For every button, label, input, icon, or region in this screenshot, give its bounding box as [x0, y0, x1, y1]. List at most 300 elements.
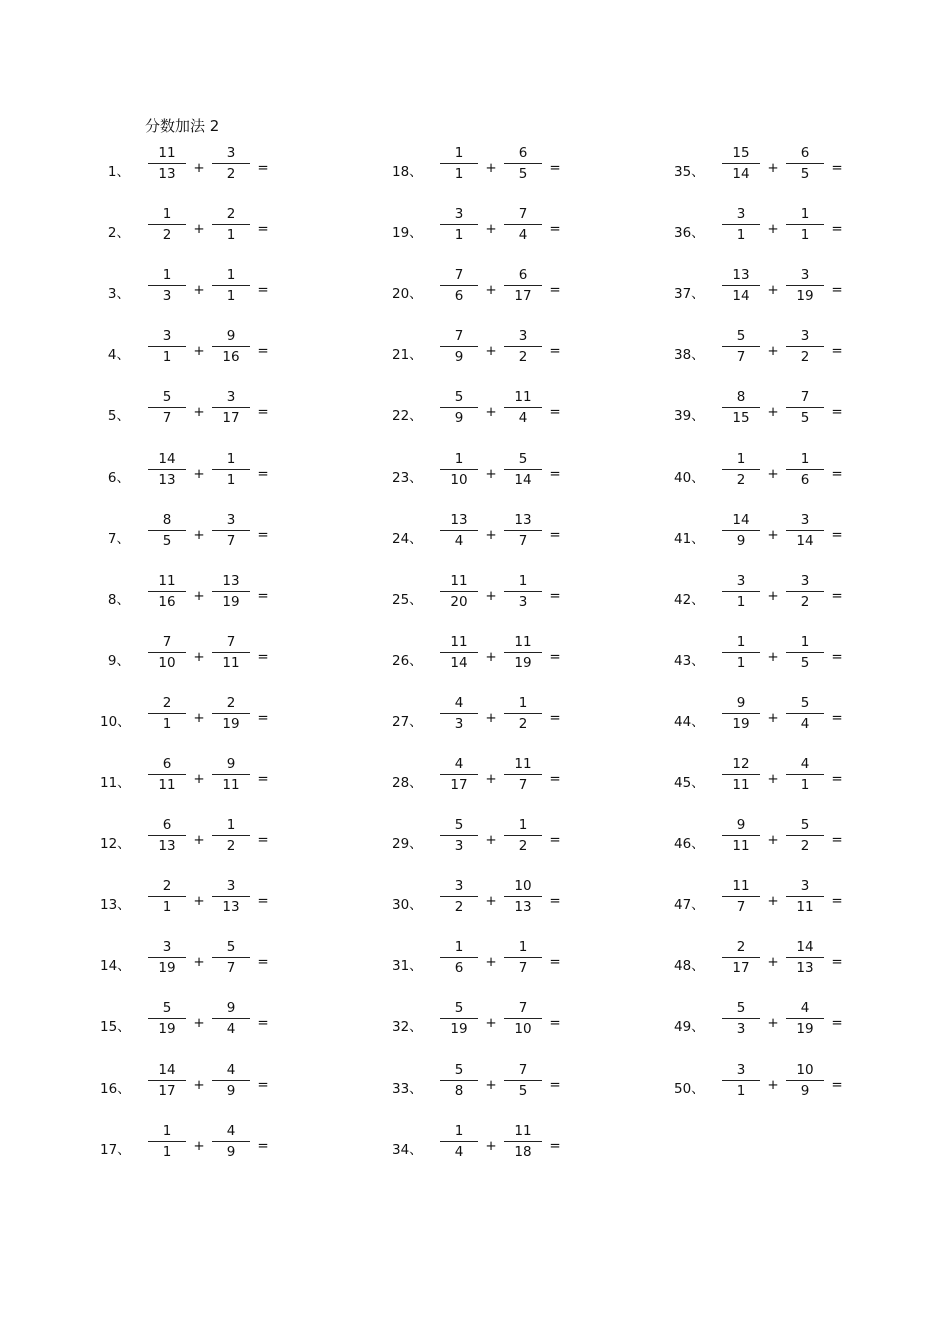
denominator: 5 [518, 166, 528, 182]
first-fraction [440, 267, 478, 305]
second-fraction [504, 389, 542, 427]
numerator: 13 [732, 267, 750, 284]
equals-sign: = [257, 771, 269, 787]
fraction-bar [148, 652, 186, 653]
equals-sign: = [549, 587, 561, 604]
numerator: 7 [518, 206, 528, 223]
equals-sign: = [549, 893, 561, 910]
problem-number: 36、 [674, 225, 705, 242]
second-fraction [504, 1062, 542, 1100]
denominator: 3 [518, 593, 528, 610]
numerator: 9 [226, 756, 236, 772]
fraction-bar [722, 530, 760, 531]
numerator: 4 [226, 1061, 236, 1078]
first-fraction [148, 206, 186, 244]
denominator: 7 [518, 960, 528, 977]
problem-number: 27、 [392, 713, 423, 730]
second-fraction [212, 389, 250, 427]
equals-sign: = [549, 526, 561, 543]
second-fraction [504, 634, 542, 672]
fraction-bar [722, 163, 760, 164]
second-fraction [786, 939, 824, 977]
problem-number: 42、 [674, 591, 705, 608]
fraction-bar [440, 163, 478, 164]
plus-sign: + [193, 526, 205, 543]
denominator: 1 [162, 899, 172, 916]
fraction-bar [722, 469, 760, 470]
fraction-bar [722, 835, 760, 836]
denominator: 1 [162, 1143, 172, 1160]
plus-sign: + [193, 1076, 205, 1093]
denominator: 2 [518, 715, 528, 732]
equals-sign: = [831, 404, 843, 421]
numerator: 2 [162, 694, 172, 711]
numerator: 11 [450, 572, 468, 589]
numerator: 9 [226, 328, 236, 345]
first-fraction [722, 634, 760, 672]
first-fraction [148, 328, 186, 366]
problem-number: 28、 [392, 775, 423, 791]
problem-item [392, 756, 642, 806]
problem-number: 15、 [100, 1019, 131, 1036]
second-fraction [212, 451, 250, 489]
denominator: 7 [518, 532, 528, 549]
second-fraction [212, 328, 250, 366]
fraction-bar [722, 652, 760, 653]
plus-sign: + [193, 587, 205, 604]
problem-item [674, 451, 924, 501]
denominator: 19 [222, 593, 240, 610]
denominator: 2 [518, 349, 528, 366]
equals-sign: = [831, 954, 843, 971]
first-fraction [440, 389, 478, 427]
fraction-bar [440, 1018, 478, 1019]
denominator: 9 [454, 349, 464, 366]
fraction-bar [148, 530, 186, 531]
fraction-bar [440, 530, 478, 531]
equals-sign: = [831, 832, 843, 849]
numerator: 6 [162, 756, 172, 772]
numerator: 4 [454, 756, 464, 772]
fraction-bar [212, 957, 250, 958]
fraction-bar [722, 1080, 760, 1081]
problem-item [674, 756, 924, 806]
second-fraction [212, 695, 250, 733]
second-fraction [212, 512, 250, 550]
denominator: 10 [450, 471, 468, 488]
denominator: 1 [226, 288, 236, 305]
problem-item [100, 206, 350, 256]
problem-number: 12、 [100, 836, 131, 853]
plus-sign: + [767, 1076, 779, 1093]
fraction-bar [786, 1080, 824, 1081]
fraction-bar [504, 530, 542, 531]
problem-item [674, 1000, 924, 1050]
plus-sign: + [485, 954, 497, 971]
worksheet-title: 分数加法 2 [145, 117, 220, 135]
second-fraction [786, 1000, 824, 1038]
plus-sign: + [767, 404, 779, 421]
fraction-bar [786, 224, 824, 225]
plus-sign: + [767, 587, 779, 604]
problem-item [674, 267, 924, 317]
denominator: 4 [454, 532, 464, 549]
denominator: 9 [226, 1143, 236, 1160]
equals-sign: = [831, 587, 843, 604]
fraction-bar [212, 1018, 250, 1019]
denominator: 19 [514, 654, 532, 671]
fraction-bar [786, 774, 824, 775]
problem-number: 30、 [392, 897, 423, 914]
plus-sign: + [193, 1015, 205, 1032]
denominator: 1 [226, 471, 236, 488]
problem-item [100, 573, 350, 623]
fraction-bar [504, 591, 542, 592]
first-fraction [148, 695, 186, 733]
equals-sign: = [257, 160, 269, 176]
plus-sign: + [193, 954, 205, 971]
plus-sign: + [485, 893, 497, 910]
denominator: 8 [454, 1082, 464, 1099]
plus-sign: + [485, 1076, 497, 1093]
numerator: 4 [226, 1122, 236, 1139]
denominator: 14 [450, 654, 468, 671]
numerator: 7 [454, 267, 464, 284]
second-fraction [212, 634, 250, 672]
first-fraction [148, 389, 186, 427]
fraction-bar [504, 957, 542, 958]
denominator: 4 [518, 227, 528, 244]
problem-item [100, 939, 350, 989]
second-fraction [786, 145, 824, 183]
denominator: 6 [454, 960, 464, 977]
second-fraction [212, 878, 250, 916]
problem-item [392, 573, 642, 623]
problem-number: 1、 [107, 164, 130, 180]
denominator: 1 [736, 227, 746, 244]
numerator: 1 [162, 267, 172, 284]
first-fraction [440, 756, 478, 794]
plus-sign: + [485, 771, 497, 787]
equals-sign: = [549, 771, 561, 787]
first-fraction [440, 328, 478, 366]
problem-item [674, 206, 924, 256]
plus-sign: + [485, 832, 497, 849]
first-fraction [148, 939, 186, 977]
problem-number: 3、 [107, 286, 130, 303]
numerator: 1 [226, 267, 236, 284]
equals-sign: = [549, 404, 561, 421]
denominator: 19 [732, 715, 750, 732]
problem-item [392, 145, 642, 195]
numerator: 5 [736, 1000, 746, 1017]
numerator: 11 [732, 878, 750, 895]
plus-sign: + [193, 221, 205, 238]
fraction-bar [722, 957, 760, 958]
first-fraction [440, 634, 478, 672]
equals-sign: = [831, 465, 843, 482]
second-fraction [504, 756, 542, 794]
plus-sign: + [485, 221, 497, 238]
second-fraction [504, 878, 542, 916]
problem-item [674, 695, 924, 745]
numerator: 1 [518, 939, 528, 956]
fraction-bar [440, 896, 478, 897]
plus-sign: + [767, 771, 779, 787]
fraction-bar [148, 957, 186, 958]
fraction-bar [440, 957, 478, 958]
second-fraction [504, 451, 542, 489]
plus-sign: + [193, 1137, 205, 1154]
second-fraction [212, 756, 250, 794]
numerator: 1 [162, 206, 172, 223]
plus-sign: + [485, 648, 497, 665]
fraction-bar [148, 1141, 186, 1142]
problem-item [100, 1062, 350, 1112]
equals-sign: = [549, 160, 561, 176]
denominator: 14 [796, 532, 814, 549]
problem-item [100, 1123, 350, 1173]
first-fraction [148, 267, 186, 305]
problem-number: 14、 [100, 958, 131, 975]
numerator: 3 [518, 328, 528, 345]
plus-sign: + [485, 282, 497, 299]
equals-sign: = [257, 648, 269, 665]
denominator: 17 [222, 410, 240, 427]
problem-number: 5、 [107, 408, 130, 425]
plus-sign: + [767, 648, 779, 665]
denominator: 1 [226, 227, 236, 244]
first-fraction [722, 1000, 760, 1038]
first-fraction [148, 817, 186, 855]
second-fraction [786, 878, 824, 916]
numerator: 3 [226, 389, 236, 406]
denominator: 19 [796, 288, 814, 305]
fraction-bar [504, 469, 542, 470]
denominator: 5 [800, 654, 810, 671]
problem-number: 45、 [674, 775, 705, 791]
fraction-bar [786, 407, 824, 408]
fraction-bar [212, 163, 250, 164]
problem-item [100, 389, 350, 439]
first-fraction [440, 817, 478, 855]
denominator: 7 [226, 960, 236, 977]
equals-sign: = [831, 221, 843, 238]
numerator: 14 [158, 450, 176, 467]
numerator: 6 [518, 145, 528, 161]
problem-item [674, 573, 924, 623]
fraction-bar [722, 224, 760, 225]
numerator: 1 [800, 206, 810, 223]
fraction-bar [148, 285, 186, 286]
fraction-bar [504, 1141, 542, 1142]
fraction-bar [504, 407, 542, 408]
problem-number: 4、 [107, 347, 130, 364]
numerator: 1 [226, 450, 236, 467]
fraction-bar [504, 835, 542, 836]
denominator: 9 [736, 532, 746, 549]
problem-number: 32、 [392, 1019, 423, 1036]
problem-number: 19、 [392, 225, 423, 242]
second-fraction [504, 145, 542, 183]
first-fraction [148, 451, 186, 489]
problem-item [100, 695, 350, 745]
numerator: 3 [800, 328, 810, 345]
numerator: 11 [514, 633, 532, 650]
numerator: 5 [454, 1000, 464, 1017]
problem-item [674, 1062, 924, 1112]
fraction-bar [440, 1141, 478, 1142]
equals-sign: = [831, 343, 843, 360]
problem-item [100, 267, 350, 317]
numerator: 10 [514, 878, 532, 895]
first-fraction [722, 939, 760, 977]
problem-number: 33、 [392, 1080, 423, 1097]
first-fraction [722, 267, 760, 305]
denominator: 19 [158, 960, 176, 977]
problem-item [392, 634, 642, 684]
numerator: 3 [736, 1061, 746, 1078]
problem-number: 40、 [674, 469, 705, 486]
numerator: 11 [514, 389, 532, 406]
problem-item [392, 695, 642, 745]
equals-sign: = [257, 1137, 269, 1154]
first-fraction [722, 756, 760, 794]
plus-sign: + [193, 160, 205, 176]
denominator: 11 [732, 838, 750, 855]
plus-sign: + [485, 1137, 497, 1154]
problem-item [100, 512, 350, 562]
numerator: 11 [450, 633, 468, 650]
numerator: 7 [518, 1061, 528, 1078]
denominator: 17 [158, 1082, 176, 1099]
fraction-bar [786, 530, 824, 531]
equals-sign: = [549, 709, 561, 726]
first-fraction [722, 145, 760, 183]
denominator: 2 [800, 838, 810, 855]
first-fraction [440, 1062, 478, 1100]
numerator: 1 [800, 633, 810, 650]
first-fraction [440, 1123, 478, 1161]
problem-number: 50、 [674, 1080, 705, 1097]
numerator: 1 [454, 145, 464, 161]
denominator: 2 [454, 899, 464, 916]
denominator: 5 [800, 410, 810, 427]
problem-number: 17、 [100, 1141, 131, 1158]
equals-sign: = [257, 587, 269, 604]
denominator: 7 [162, 410, 172, 427]
numerator: 2 [162, 878, 172, 895]
problem-number: 25、 [392, 591, 423, 608]
problem-number: 26、 [392, 652, 423, 669]
fraction-bar [440, 835, 478, 836]
numerator: 1 [454, 939, 464, 956]
numerator: 9 [736, 694, 746, 711]
numerator: 11 [158, 145, 176, 161]
first-fraction [440, 939, 478, 977]
numerator: 10 [796, 1061, 814, 1078]
first-fraction [148, 145, 186, 183]
first-fraction [722, 389, 760, 427]
problem-item [674, 939, 924, 989]
numerator: 1 [162, 1122, 172, 1139]
numerator: 3 [800, 572, 810, 589]
numerator: 3 [226, 878, 236, 895]
problem-item [674, 145, 924, 195]
fraction-bar [148, 469, 186, 470]
first-fraction [440, 512, 478, 550]
fraction-bar [786, 957, 824, 958]
fraction-bar [786, 163, 824, 164]
fraction-bar [504, 224, 542, 225]
numerator: 12 [732, 756, 750, 772]
numerator: 9 [226, 1000, 236, 1017]
equals-sign: = [831, 709, 843, 726]
fraction-bar [148, 1018, 186, 1019]
denominator: 19 [450, 1021, 468, 1038]
denominator: 14 [732, 166, 750, 182]
problem-item [100, 1000, 350, 1050]
equals-sign: = [257, 709, 269, 726]
denominator: 1 [162, 349, 172, 366]
fraction-bar [212, 469, 250, 470]
problem-number: 8、 [107, 591, 130, 608]
numerator: 5 [162, 1000, 172, 1017]
plus-sign: + [485, 465, 497, 482]
first-fraction [440, 206, 478, 244]
fraction-bar [504, 774, 542, 775]
denominator: 1 [454, 166, 464, 182]
fraction-bar [212, 1141, 250, 1142]
second-fraction [786, 1062, 824, 1100]
denominator: 16 [158, 593, 176, 610]
problem-item [100, 451, 350, 501]
equals-sign: = [831, 1076, 843, 1093]
first-fraction [722, 573, 760, 611]
numerator: 2 [226, 694, 236, 711]
plus-sign: + [193, 648, 205, 665]
numerator: 5 [736, 328, 746, 345]
first-fraction [440, 573, 478, 611]
plus-sign: + [767, 526, 779, 543]
problem-number: 29、 [392, 836, 423, 853]
problem-item [100, 817, 350, 867]
denominator: 4 [226, 1021, 236, 1038]
fraction-bar [504, 1080, 542, 1081]
plus-sign: + [193, 343, 205, 360]
problem-number: 7、 [107, 530, 130, 547]
numerator: 3 [800, 511, 810, 528]
fraction-bar [148, 224, 186, 225]
plus-sign: + [767, 893, 779, 910]
numerator: 3 [226, 511, 236, 528]
problem-number: 39、 [674, 408, 705, 425]
fraction-bar [148, 163, 186, 164]
fraction-bar [212, 1080, 250, 1081]
problem-number: 35、 [674, 164, 705, 180]
second-fraction [212, 939, 250, 977]
equals-sign: = [549, 1137, 561, 1154]
denominator: 1 [736, 593, 746, 610]
problem-number: 2、 [107, 225, 130, 242]
second-fraction [786, 451, 824, 489]
problem-number: 11、 [100, 775, 131, 791]
numerator: 5 [162, 389, 172, 406]
numerator: 7 [518, 1000, 528, 1017]
fraction-bar [148, 774, 186, 775]
problem-item [392, 1062, 642, 1112]
fraction-bar [212, 652, 250, 653]
